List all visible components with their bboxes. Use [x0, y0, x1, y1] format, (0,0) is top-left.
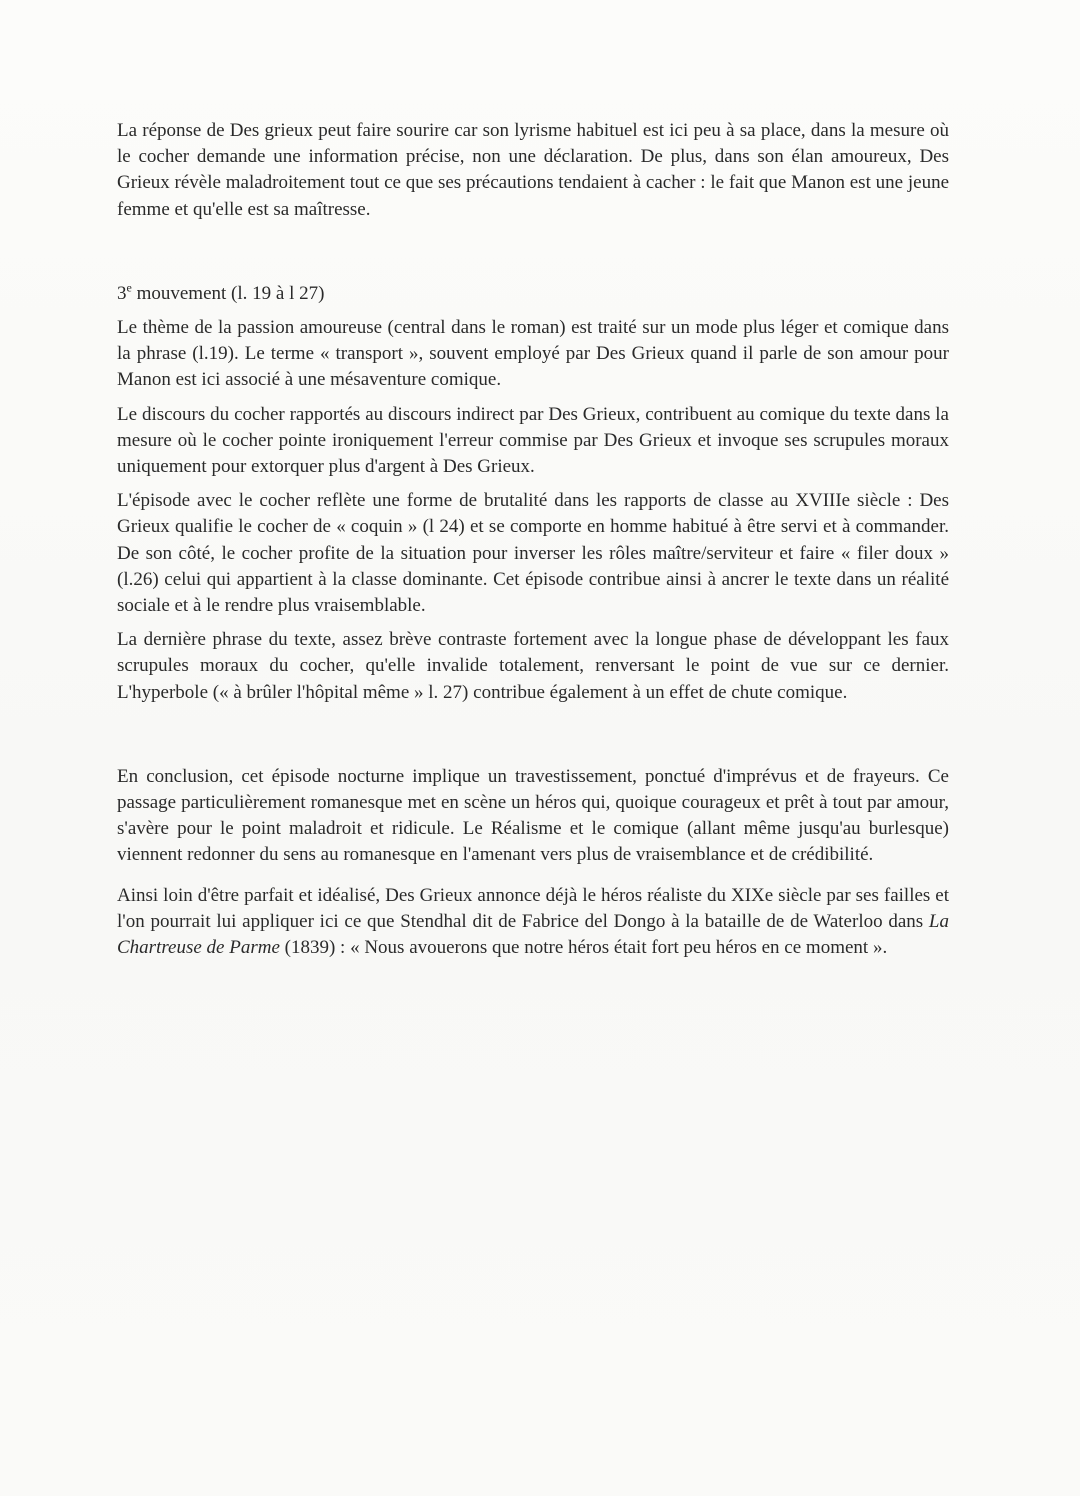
heading-ordinal: e: [126, 280, 132, 295]
book-title: La Chartreuse de Parme: [117, 910, 949, 959]
final-text-after: (1839) : « Nous avouerons que notre héros était fort peu héros en ce moment ».: [279, 937, 888, 959]
heading-text: mouvement (l. 19 à l 27): [131, 282, 325, 304]
movement-paragraph-3: L'épisode avec le cocher reflète une forme de brutalité dans les rapports de classe au XVIIIe siècle : Des Grieux qualifie le cocher de « coquin » (l 24) et se comporte en homme habitué à être servi et à commander. De son côté, le cocher profite de la situation pour inverser les rôles maître/serviteur et faire « filer doux » (l.26) celui qui appartient à la classe dominante. Cet épisode contribue ainsi à ancrer le texte dans un réalité sociale et à le rendre plus vraisemblable.: [117, 490, 949, 617]
final-text-before: Ainsi loin d'être parfait et idéalisé, Des Grieux annonce déjà le héros réaliste du XIXe siècle par ses failles et l'on pourrait lui appliquer ici ce que Stendhal dit de Fabrice del Dongo à la bataille de de Waterloo dans: [117, 884, 949, 932]
movement-paragraph-4: La dernière phrase du texte, assez brève contraste fortement avec la longue phase de développant les faux scrupules moraux du cocher, qu'elle invalide totalement, renversant le point de vue sur ce dernier. L'hyperbole (« à brûler l'hôpital même » l. 27) contribue également à un effet de chute comique.: [117, 629, 949, 703]
document-body: [117, 118, 949, 961]
movement-paragraph-2: Le discours du cocher rapportés au discours indirect par Des Grieux, contribuent au comique du texte dans la mesure où le cocher pointe ironiquement l'erreur commise par Des Grieux et invoque ses scrupules moraux uniquement pour extorquer plus d'argent à Des Grieux.: [117, 403, 949, 478]
conclusion-paragraph: En conclusion, cet épisode nocturne implique un travestissement, ponctué d'imprévus et de frayeurs. Ce passage particulièrement romanesque met en scène un héros qui, quoique courageux et prêt à tout par amour, s'avère pour le point maladroit et ridicule. Le Réalisme et le comique (allant même jusqu'au burlesque) viennent redonner du sens au romanesque en l'amenant vers plus de vraisemblance et de crédibilité.: [117, 765, 949, 866]
heading-number: 3: [117, 282, 127, 304]
movement-paragraph-1: Le thème de la passion amoureuse (central dans le roman) est traité sur un mode plus léger et comique dans la phrase (l.19). Le terme « transport », souvent employé par Des Grieux quand il parle de son amour pour Manon est ici associé à une mésaventure comique.: [117, 317, 949, 391]
final-paragraph: [117, 883, 949, 962]
intro-paragraph: La réponse de Des grieux peut faire sourire car son lyrisme habituel est ici peu à sa place, dans la mesure où le cocher demande une information précise, non une déclaration. De plus, dans son élan amoureux, Des Grieux révèle maladroitement tout ce que ses précautions tendaient à cacher : le fait que Manon est une jeune femme et qu'elle est sa maîtresse.: [117, 120, 949, 220]
section-heading: [117, 281, 949, 307]
